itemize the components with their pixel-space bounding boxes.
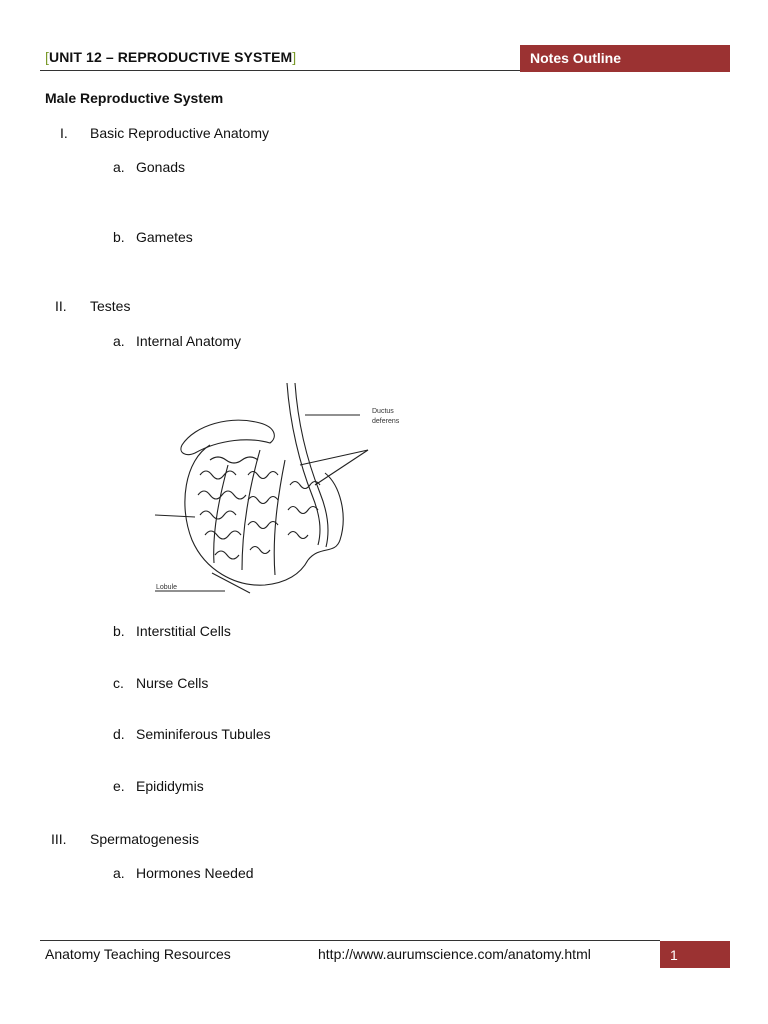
outline-label: Hormones Needed [136, 865, 254, 881]
outline-label: Testes [90, 298, 131, 314]
outline-label: Basic Reproductive Anatomy [90, 125, 269, 141]
page-number: 1 [660, 941, 730, 968]
label-ductus-line1: Ductus [372, 408, 394, 415]
outline-label: Interstitial Cells [136, 623, 231, 639]
testis-drawing [150, 365, 420, 610]
outline-number: I. [60, 125, 68, 141]
section-title: Male Reproductive System [45, 90, 224, 106]
outline-number: II. [55, 298, 67, 314]
outline-letter: a. [113, 865, 125, 881]
outline-label: Gonads [136, 159, 186, 175]
outline-label: Seminiferous Tubules [136, 726, 271, 742]
label-lobule: Lobule [156, 584, 178, 591]
notes-outline-badge: Notes Outline [520, 45, 730, 72]
unit-title [45, 49, 296, 65]
footer-source: Anatomy Teaching Resources [45, 946, 231, 962]
outline-label: Internal Anatomy [136, 333, 242, 349]
outline-letter: a. [113, 159, 125, 175]
header-rule [40, 70, 520, 71]
outline-letter: b. [113, 623, 125, 639]
outline-letter: c. [113, 675, 124, 691]
footer-rule [40, 940, 660, 941]
outline-letter: d. [113, 726, 125, 742]
outline-label: Spermatogenesis [90, 831, 199, 847]
outline-label: Epididymis [136, 778, 204, 794]
footer-url-link[interactable]: http://www.aurumscience.com/anatomy.html [318, 946, 591, 962]
bracket-close: ] [292, 49, 297, 65]
label-ductus-line2: deferens [372, 418, 400, 425]
outline-letter: a. [113, 333, 125, 349]
outline-label: Nurse Cells [136, 675, 209, 691]
testis-diagram [150, 365, 420, 610]
bracket-open: [ [45, 49, 49, 65]
outline-label: Gametes [136, 229, 193, 245]
outline-number: III. [51, 831, 67, 847]
outline-letter: e. [113, 778, 125, 794]
unit-title-text: UNIT 12 – REPRODUCTIVE SYSTEM [49, 49, 293, 65]
outline-letter: b. [113, 229, 125, 245]
